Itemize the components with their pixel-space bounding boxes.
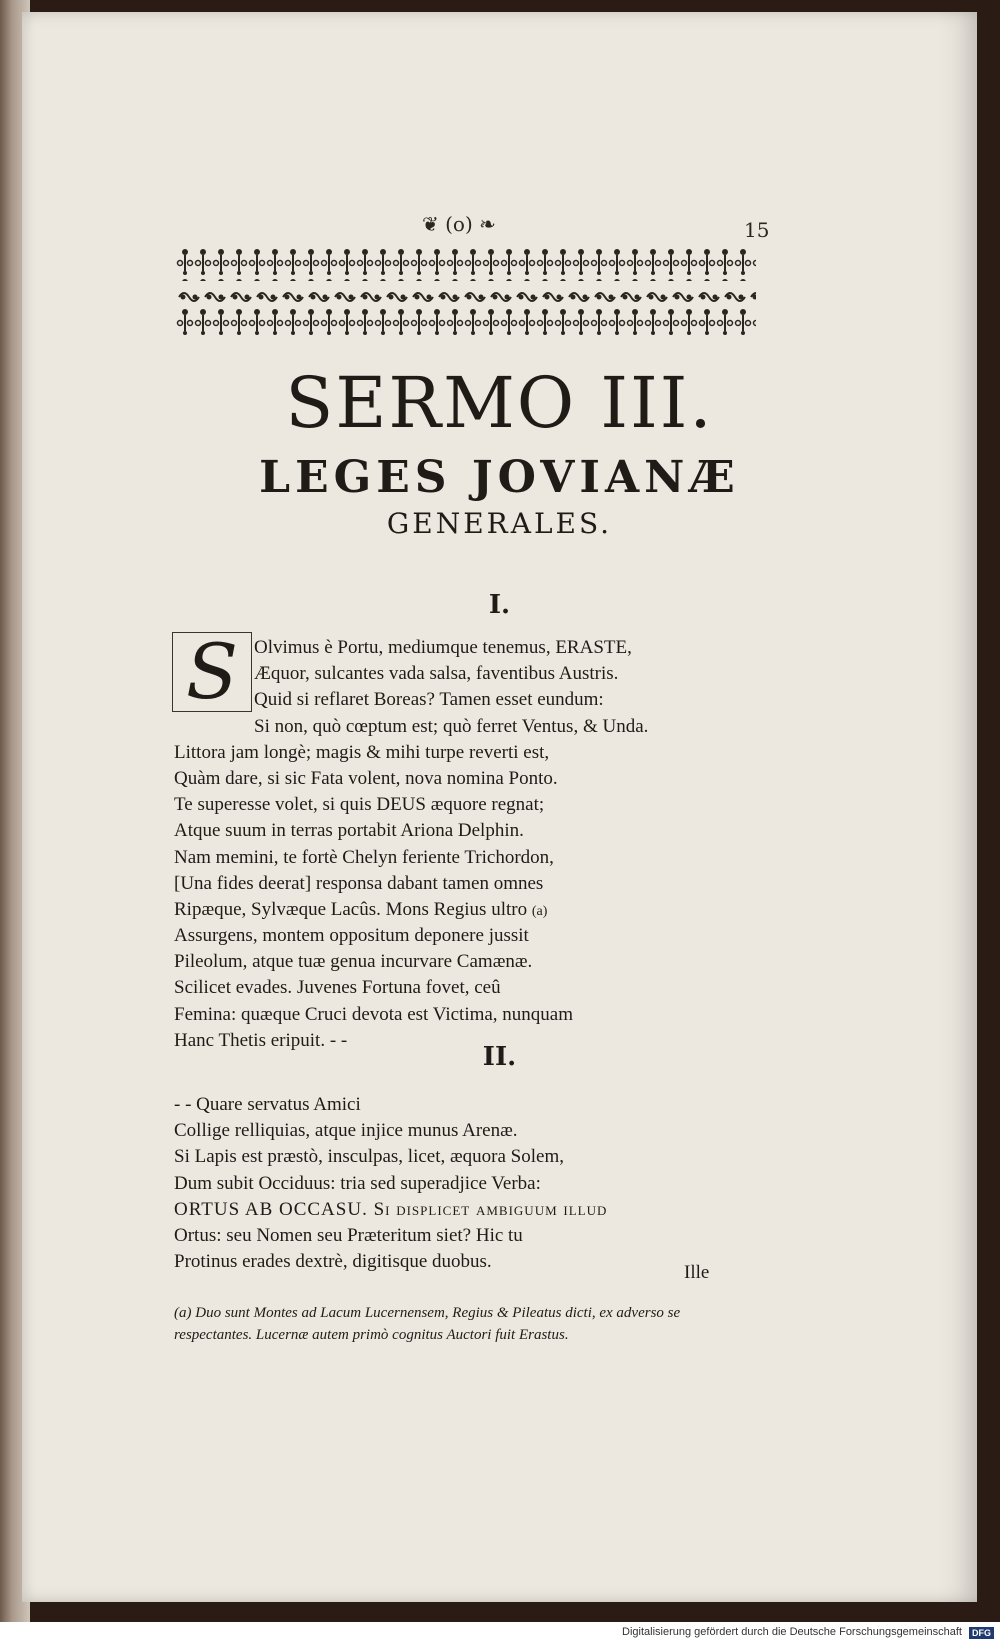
verse-line: Te superesse volet, si quis DEUS æquore regnat; (174, 794, 545, 816)
dfg-logo: DFG (969, 1627, 994, 1639)
verse-line: Olvimus è Portu, mediumque tenemus, ERASTE, (254, 637, 632, 658)
catch-word: Ille (684, 1262, 710, 1283)
verse-block-1 (174, 635, 648, 1054)
footnote-marker: (a) (531, 903, 548, 919)
verse-line: Atque suum in terras portabit Ariona Delphin. (174, 820, 524, 842)
verse-line: Pileolum, atque tuæ genua incurvare Camænæ. (174, 951, 533, 973)
footer-bar (0, 1622, 1000, 1647)
section-number-2: II. (482, 1042, 517, 1072)
page-number: 15 (744, 218, 770, 242)
verse-line: Protinus erades dextrè, digitisque duobus. (174, 1251, 492, 1273)
verse-line: Quid si reflaret Boreas? Tamen esset eundum: (254, 689, 604, 711)
book-page (22, 12, 977, 1602)
verse-line: Si Lapis est præstò, insculpas, licet, æquora Solem, (174, 1146, 564, 1168)
footnote: (a) Duo sunt Montes ad Lacum Lucernensem, Regius & Pileatus dicti, ex adverso se respectantes. Lucernæ autem primò cognitus Auctori fuit Erastus. (174, 1305, 681, 1343)
verse-line: Assurgens, montem oppositum deponere jussit (174, 925, 529, 947)
sermon-title: SERMO III. (285, 362, 714, 444)
sermon-subtitle: LEGES JOVIANÆ (259, 452, 740, 503)
verse-line (174, 897, 648, 923)
verse-block-2 (174, 1092, 607, 1275)
verse-line: Quàm dare, si sic Fata volent, nova nomina Ponto. (174, 767, 558, 789)
fleuron-left-icon: ❦ (422, 212, 439, 236)
verse-line: Si non, quò cœptum est; quò ferret Ventus, & Unda. (254, 715, 649, 737)
verse-line: Femina: quæque Cruci devota est Victima, nunquam (174, 1003, 574, 1025)
fleuron-right-icon: ❧ (479, 212, 496, 236)
footer-credit: Digitalisierung gefördert durch die Deutsche Forschungsgemeinschaft (622, 1626, 962, 1638)
verse-line: Æquor, sulcantes vada salsa, faventibus Austris. (254, 663, 619, 685)
verse-line: Dum subit Occiduus: tria sed superadjice Verba: (174, 1172, 541, 1194)
verse-line: Nam memini, te fortè Chelyn feriente Trichordon, (174, 846, 554, 868)
verse-line: Scilicet evades. Juvenes Fortuna fovet, ceû (174, 977, 501, 999)
verse-line: - - Quare servatus Amici (174, 1094, 361, 1115)
verse-line-text: Ripæque, Sylvæque Lacûs. Mons Regius ultro (174, 898, 528, 920)
verse-line: Hanc Thetis eripuit. - - (174, 1029, 348, 1051)
running-head (422, 212, 496, 236)
drop-cap-letter: S (185, 627, 239, 716)
page-content (22, 12, 977, 1602)
verse-line: Collige relliquias, atque injice munus Arenæ. (174, 1120, 518, 1142)
sermon-subtitle-2: GENERALES. (386, 507, 613, 540)
verse-line: [Una fides deerat] responsa dabant tamen omnes (174, 872, 544, 894)
ornament-band-icon (176, 247, 756, 342)
verse-line: ORTUS AB OCCASU. Si displicet ambiguum illud (174, 1198, 608, 1220)
verse-line: Ortus: seu Nomen seu Præteritum siet? Hic tu (174, 1224, 523, 1246)
running-head-text: (o) (445, 212, 473, 236)
verse-line: Littora jam longè; magis & mihi turpe reverti est, (174, 741, 550, 763)
section-number-1: I. (488, 590, 511, 620)
